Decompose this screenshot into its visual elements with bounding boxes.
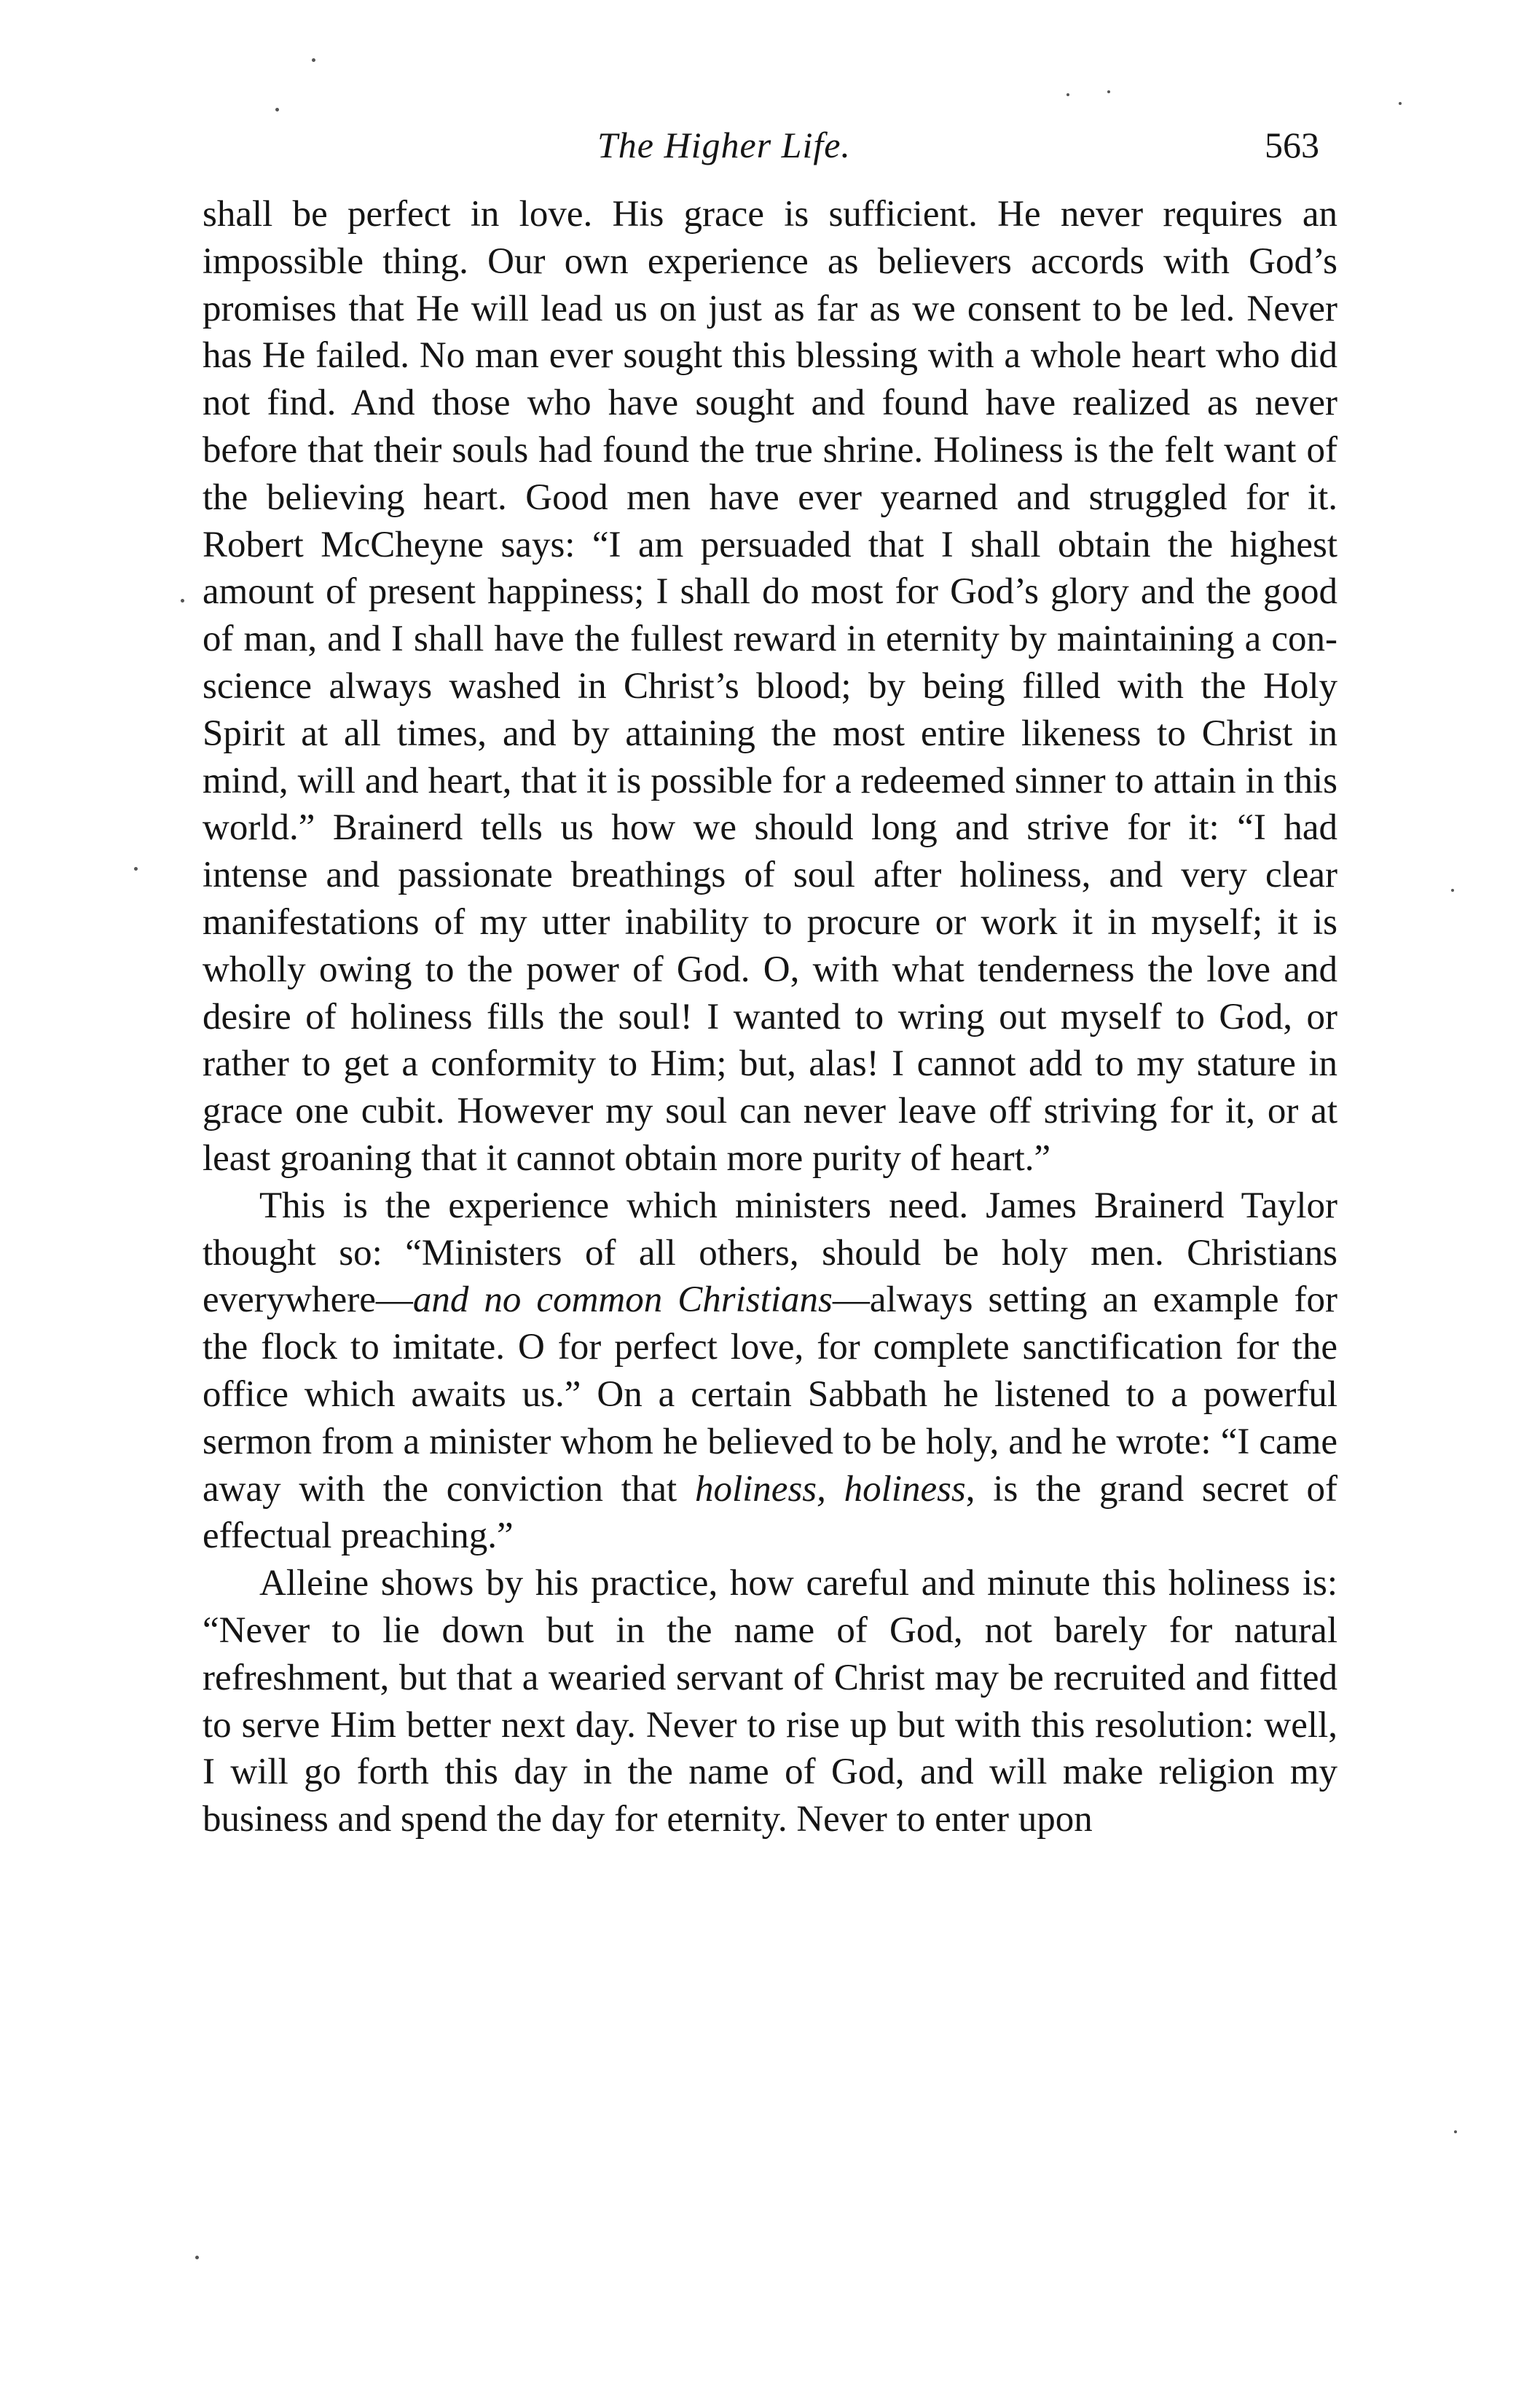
italic-text-run: holiness, holiness <box>694 1468 966 1510</box>
text-run: —always setting an example for the flock to imitate. O for perfect love, for complete sanctification for the office which awaits us.” On a certain Sabbath he listened to a powerful sermon from a minister whom he believed to be holy, and he wrote: “I came away with the conviction that <box>203 1279 1337 1510</box>
running-title: The Higher Life. <box>597 125 851 165</box>
italic-text-run: and no common Christians <box>412 1279 833 1321</box>
scan-speck <box>134 867 138 871</box>
text-run: This is the experience which ministers need. James Brainerd Taylor thought so: “Ministers of all others, should be holy men. Christians everywhere— <box>203 1185 1337 1321</box>
page-number: 563 <box>1265 125 1319 165</box>
paragraph <box>203 1182 1337 1560</box>
running-head <box>0 124 1540 175</box>
scan-speck <box>181 599 184 603</box>
scan-speck <box>195 2256 199 2259</box>
text-run: shall be perfect in love. His grace is sufficient. He never requires an impossible thing. Our own experience as believers accords with God’s promises that He will lead us on just as far as we consent to be led. Never has He failed. No man ever sought this blessing with a whole heart who did not find. And those who have sought and found have realized as never before that their souls had found the true shrine. Holiness is the felt want of the believing heart. Good men have ever yearned and struggled for it. Robert McCheyne says: “I am persuaded that I shall obtain the highest amount of present happiness; I shall do most for God’s glory and the good of man, and I shall have the fullest reward in eternity by maintaining a conscience always washed in Christ’s blood; by being filled with the Holy Spirit at all times, and by attaining the most entire likeness to Christ in mind, will and heart, that it is possible for a redeemed sinner to attain in this world.” Brainerd tells us how we should long and strive for it: “I had intense and passionate breathings of soul after holiness, and very clear manifestations of my utter inability to procure or work it in myself; it is wholly owing to the power of God. O, with what tenderness the love and desire of holiness fills the soul! I wanted to wring out myself to God, or rather to get a conformity to Him; but, alas! I cannot add to my stature in grace one cubit. However my soul can never leave off striving for it, or at least groaning that it cannot obtain more purity of heart.” <box>203 194 1337 1179</box>
scan-speck <box>1451 889 1454 892</box>
scan-speck <box>1066 93 1069 96</box>
text-run: , is the grand secret of effectual preaching.” <box>203 1468 1338 1557</box>
body-text <box>203 191 1337 1843</box>
paragraph <box>203 191 1337 1182</box>
scan-speck <box>312 58 315 62</box>
scan-speck <box>275 108 279 111</box>
scan-speck <box>1399 102 1402 105</box>
scan-speck <box>1107 90 1110 93</box>
text-run: Alleine shows by his practice, how careful and minute this holiness is: “Never to lie down but in the name of God, not barely for natural refreshment, but that a wearied servant of Christ may be recruited and fitted to serve Him better next day. Never to rise up but with this resolution: well, I will go forth this day in the name of God, and will make religion my business and spend the day for eternity. Never to enter upon <box>203 1563 1337 1840</box>
paragraph <box>203 1560 1337 1843</box>
scan-speck <box>1454 2130 1457 2133</box>
